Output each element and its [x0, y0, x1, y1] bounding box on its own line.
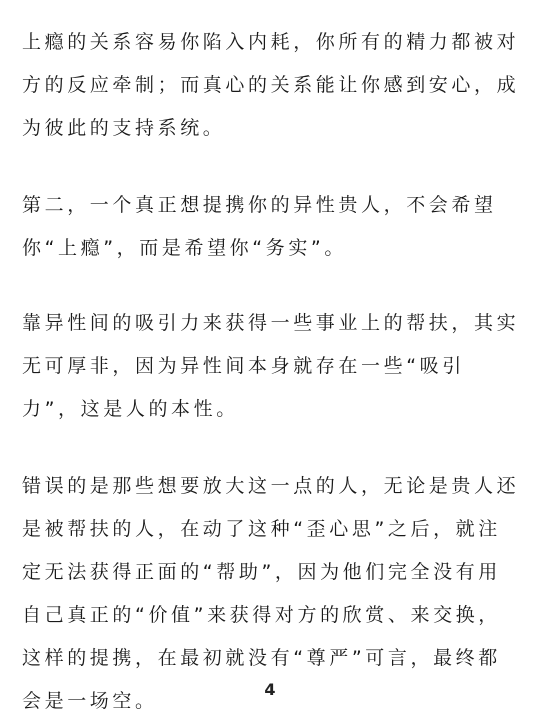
- paragraph-1: 上瘾的关系容易你陷入内耗，你所有的精力都被对方的反应牵制；而真心的关系能让你感到安心，成为彼此的支持系统。: [22, 31, 520, 139]
- page-number: 4: [264, 680, 276, 699]
- paragraph-3: 靠异性间的吸引力来获得一些事业上的帮扶，其实无可厚非，因为异性间本身就存在一些“吸引力”，这是人的本性。: [22, 312, 520, 420]
- paragraph-2: 第二，一个真正想提携你的异性贵人，不会希望你“上瘾”，而是希望你“务实”。: [22, 194, 497, 259]
- paragraph-4: 错误的是那些想要放大这一点的人，无论是贵人还是被帮扶的人，在动了这种“歪心思”之后，就注定无法获得正面的“帮助”，因为他们完全没有用自己真正的“价值”来获得对方的欣赏、来交换，这样的提携，在最初就没有“尊严”可言，最终都会是一场空。: [22, 475, 520, 712]
